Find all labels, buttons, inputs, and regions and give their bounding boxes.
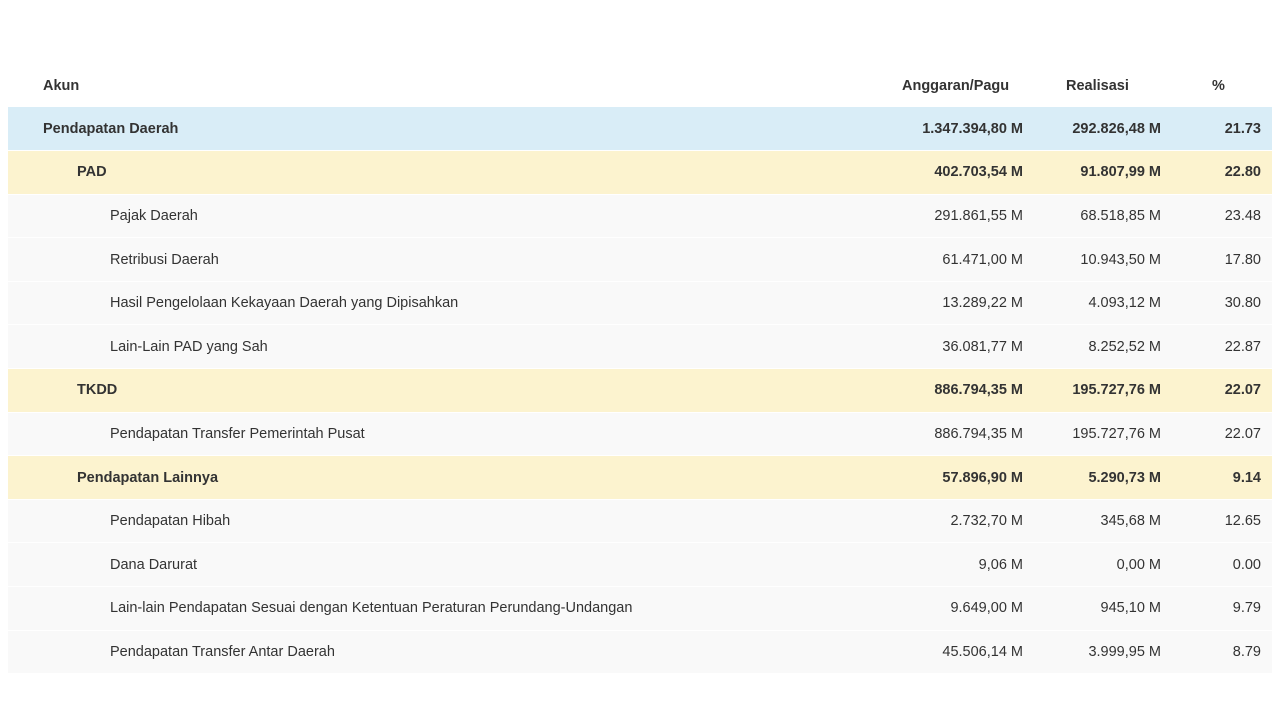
- cell-persen: 22.80: [1186, 151, 1272, 195]
- cell-akun: Lain-Lain PAD yang Sah: [8, 325, 884, 369]
- cell-akun: TKDD: [8, 369, 884, 413]
- table-row[interactable]: [8, 543, 1272, 587]
- cell-persen: 21.73: [1186, 107, 1272, 151]
- cell-persen: 0.00: [1186, 543, 1272, 587]
- column-header-akun[interactable]: Akun: [43, 77, 80, 94]
- column-header-anggaran[interactable]: Anggaran/Pagu: [902, 77, 1010, 94]
- cell-realisasi: 4.093,12 M: [1048, 281, 1186, 325]
- cell-persen: 12.65: [1186, 499, 1272, 543]
- cell-persen: 23.48: [1186, 194, 1272, 238]
- table-row[interactable]: [8, 499, 1272, 543]
- budget-table: [8, 64, 1272, 674]
- cell-anggaran: 886.794,35 M: [884, 412, 1048, 456]
- cell-anggaran: 402.703,54 M: [884, 151, 1048, 195]
- cell-anggaran: 36.081,77 M: [884, 325, 1048, 369]
- cell-anggaran: 1.347.394,80 M: [884, 107, 1048, 151]
- cell-akun: Dana Darurat: [8, 543, 884, 587]
- table-row-group[interactable]: [8, 151, 1272, 195]
- cell-anggaran: 61.471,00 M: [884, 238, 1048, 282]
- cell-anggaran: 45.506,14 M: [884, 630, 1048, 674]
- table-body: [8, 107, 1272, 674]
- cell-persen: 8.79: [1186, 630, 1272, 674]
- table-row[interactable]: [8, 412, 1272, 456]
- cell-persen: 30.80: [1186, 281, 1272, 325]
- cell-akun: Pendapatan Hibah: [8, 499, 884, 543]
- cell-persen: 22.87: [1186, 325, 1272, 369]
- cell-persen: 22.07: [1186, 369, 1272, 413]
- cell-persen: 22.07: [1186, 412, 1272, 456]
- cell-akun: Pendapatan Transfer Antar Daerah: [8, 630, 884, 674]
- table-row[interactable]: [8, 238, 1272, 282]
- cell-persen: 9.14: [1186, 456, 1272, 500]
- table-row[interactable]: [8, 281, 1272, 325]
- cell-realisasi: 0,00 M: [1048, 543, 1186, 587]
- cell-anggaran: 2.732,70 M: [884, 499, 1048, 543]
- column-header-realisasi[interactable]: Realisasi: [1066, 77, 1129, 94]
- cell-realisasi: 292.826,48 M: [1048, 107, 1186, 151]
- cell-persen: 17.80: [1186, 238, 1272, 282]
- cell-realisasi: 195.727,76 M: [1048, 369, 1186, 413]
- cell-persen: 9.79: [1186, 587, 1272, 631]
- cell-anggaran: 13.289,22 M: [884, 281, 1048, 325]
- cell-akun: Pendapatan Lainnya: [8, 456, 884, 500]
- cell-anggaran: 9,06 M: [884, 543, 1048, 587]
- table-row-total[interactable]: [8, 107, 1272, 151]
- table-row-group[interactable]: [8, 369, 1272, 413]
- cell-akun: Pajak Daerah: [8, 194, 884, 238]
- cell-akun: Pendapatan Transfer Pemerintah Pusat: [8, 412, 884, 456]
- budget-table-container: [8, 64, 1272, 674]
- cell-akun: Hasil Pengelolaan Kekayaan Daerah yang Dipisahkan: [8, 281, 884, 325]
- cell-realisasi: 5.290,73 M: [1048, 456, 1186, 500]
- table-row[interactable]: [8, 325, 1272, 369]
- cell-realisasi: 68.518,85 M: [1048, 194, 1186, 238]
- cell-anggaran: 886.794,35 M: [884, 369, 1048, 413]
- cell-realisasi: 195.727,76 M: [1048, 412, 1186, 456]
- cell-realisasi: 945,10 M: [1048, 587, 1186, 631]
- column-header-persen[interactable]: %: [1212, 77, 1225, 94]
- table-row[interactable]: [8, 194, 1272, 238]
- cell-realisasi: 8.252,52 M: [1048, 325, 1186, 369]
- cell-realisasi: 10.943,50 M: [1048, 238, 1186, 282]
- table-header: [8, 64, 1272, 107]
- header-row: [8, 64, 1272, 107]
- cell-realisasi: 345,68 M: [1048, 499, 1186, 543]
- cell-akun: Lain-lain Pendapatan Sesuai dengan Ketentuan Peraturan Perundang-Undangan: [8, 587, 884, 631]
- cell-realisasi: 3.999,95 M: [1048, 630, 1186, 674]
- cell-anggaran: 291.861,55 M: [884, 194, 1048, 238]
- table-row[interactable]: [8, 587, 1272, 631]
- cell-akun: Pendapatan Daerah: [8, 107, 884, 151]
- table-row[interactable]: [8, 630, 1272, 674]
- cell-akun: PAD: [8, 151, 884, 195]
- cell-akun: Retribusi Daerah: [8, 238, 884, 282]
- cell-realisasi: 91.807,99 M: [1048, 151, 1186, 195]
- cell-anggaran: 57.896,90 M: [884, 456, 1048, 500]
- table-row-group[interactable]: [8, 456, 1272, 500]
- cell-anggaran: 9.649,00 M: [884, 587, 1048, 631]
